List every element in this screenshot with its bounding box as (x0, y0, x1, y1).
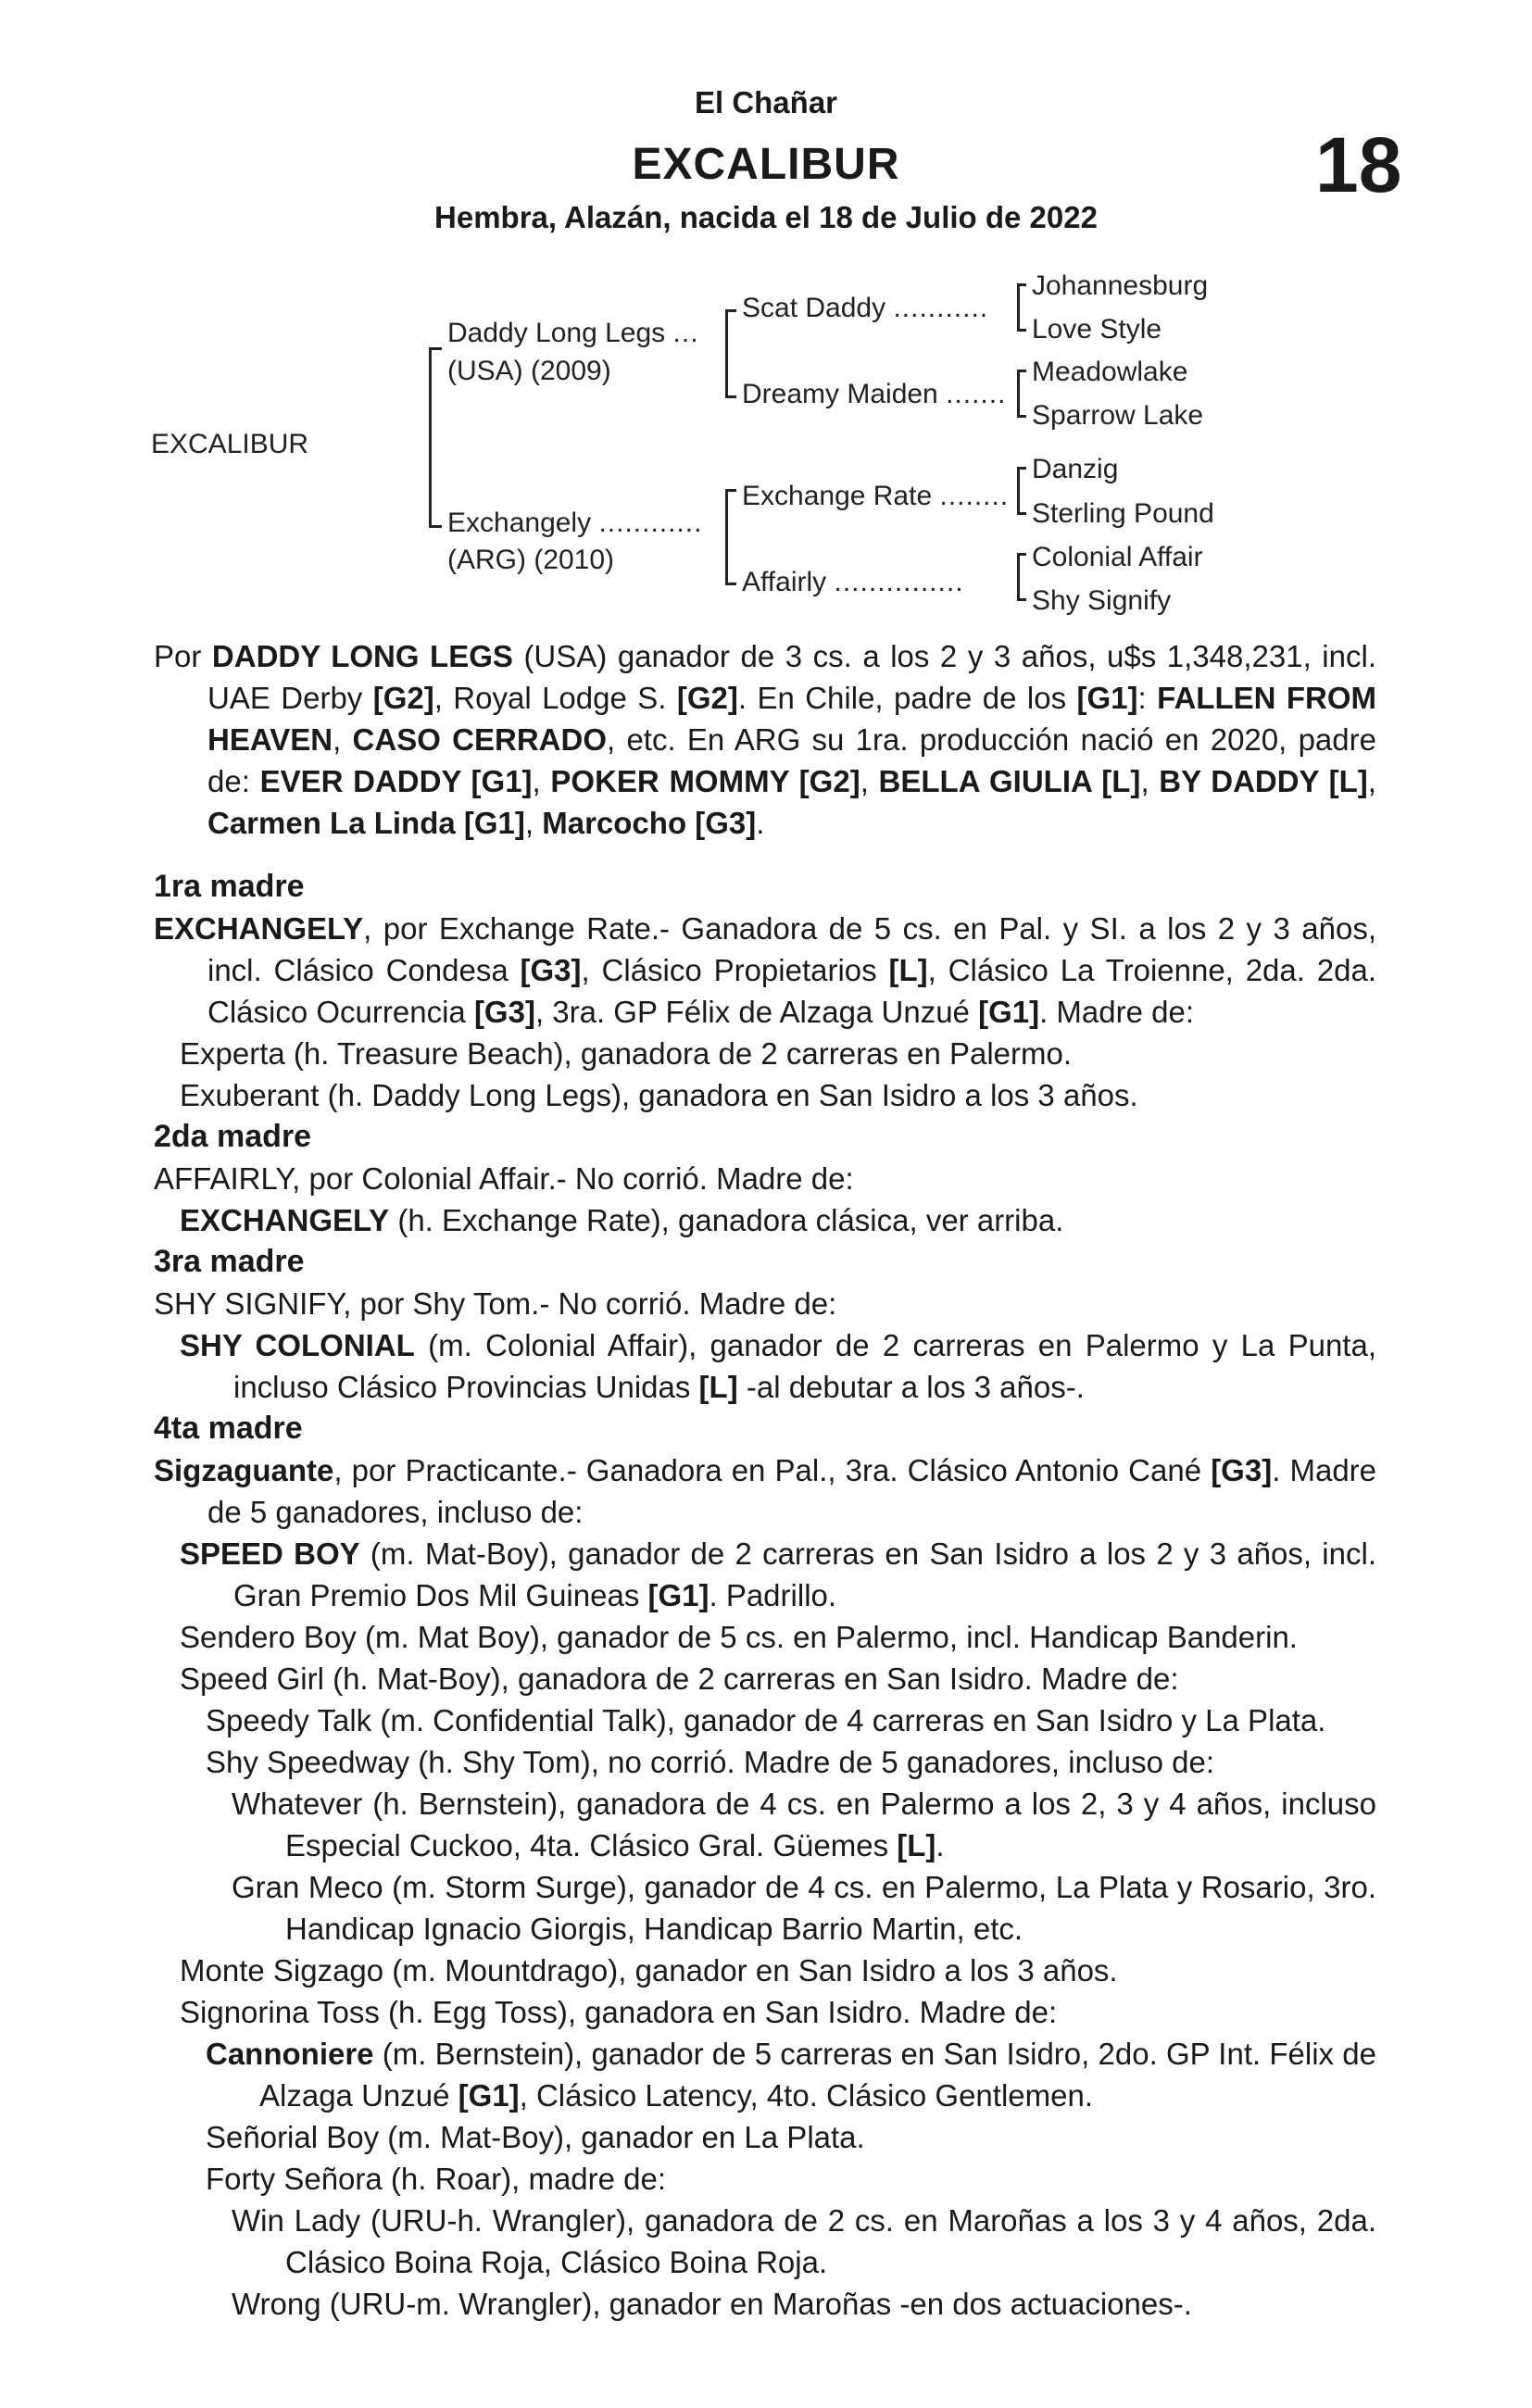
text-run: Whatever (h. Bernstein), ganadora de 4 cs. en Palermo a los 2, 3 y 4 años, incluso Especial Cuckoo, 4ta. Clásico Gral. Güemes (232, 1787, 1376, 1862)
text-run: , (532, 764, 551, 798)
text-run: Signorina Toss (h. Egg Toss), ganadora en San Isidro. Madre de: (180, 1995, 1058, 2029)
text-run: , Clásico Latency, 4to. Clásico Gentlemen. (519, 2078, 1093, 2113)
pedigree-sire-origin: (USA) (2009) (447, 356, 611, 386)
lot-number: 18 (1315, 121, 1402, 208)
pedigree-ggp-1: Johannesburg (1032, 270, 1209, 301)
bold-text: [G1] (458, 2078, 520, 2113)
bold-text: FALLEN FROM HEAVEN (207, 681, 1377, 757)
pedigree-sire-dam: Dreamy Maiden ....... (742, 379, 1007, 409)
bold-text: [L] (897, 1828, 936, 1862)
pedigree-dam: Exchangely ............ (447, 508, 703, 538)
text-run: , etc. En ARG su 1ra. producción nació en 2020, padre de: (207, 722, 1376, 798)
text-run: Gran Meco (m. Storm Surge), ganador de 4 cs. en Palermo, La Plata y Rosario, 3ro. Handicap Ignacio Giorgis, Handicap Barrio Martin, etc. (232, 1870, 1376, 1946)
pedigree-sire: Daddy Long Legs ... (447, 318, 699, 348)
bold-text: [G2] (676, 681, 738, 715)
bold-text: [G3] (520, 953, 582, 987)
text-run: : (1137, 681, 1158, 715)
dam-heading: 2da madre (154, 1119, 312, 1154)
text-run: -al debutar a los 3 años-. (737, 1370, 1085, 1404)
bold-text: [G2] (372, 681, 434, 715)
text-run: . (756, 806, 765, 840)
bold-text: EXCHANGELY (180, 1203, 390, 1237)
text-run: . Madre de: (1039, 995, 1195, 1029)
bold-text: BELLA GIULIA [L] (878, 764, 1141, 798)
text-run: (m. Colonial Affair), ganador de 2 carreras en Palermo y La Punta, incluso Clásico Provincias Unidas (233, 1328, 1377, 1404)
text-run: , 3ra. GP Félix de Alzaga Unzué (534, 995, 979, 1029)
family-entry (154, 1741, 1376, 1783)
family-entry (154, 1783, 1376, 1866)
family-entry (154, 1950, 1376, 1991)
family-entry (154, 1991, 1376, 2033)
horse-description: Hembra, Alazán, nacida el 18 de Julio de 2022 (434, 200, 1098, 234)
family-entry (154, 1199, 1376, 1241)
family-entry (154, 2116, 1376, 2158)
bold-text: EXCHANGELY (154, 911, 364, 946)
bold-text: EVER DADDY [G1] (259, 764, 533, 798)
dam-heading: 3ra madre (154, 1244, 305, 1279)
bold-text: CASO CERRADO (352, 722, 607, 757)
pedigree-ggp-4: Sparrow Lake (1032, 400, 1204, 431)
text-run: , por Practicante.- Ganadora en Pal., 3ra. Clásico Antonio Cané (333, 1453, 1212, 1487)
family-entry (154, 1283, 1376, 1324)
family-entry (154, 2283, 1376, 2325)
text-run: , Clásico La Troienne, 2da. 2da. Clásico Ocurrencia (207, 953, 1376, 1029)
bold-text: SPEED BOY (180, 1536, 360, 1571)
pedigree-ggp-5: Danzig (1032, 454, 1119, 484)
family-entry (154, 1033, 1376, 1074)
pedigree-ggp-2: Love Style (1032, 314, 1162, 345)
text-run: Sendero Boy (m. Mat Boy), ganador de 5 cs. en Palermo, incl. Handicap Banderin. (180, 1620, 1298, 1654)
text-run: Experta (h. Treasure Beach), ganadora de 2 carreras en Palermo. (180, 1036, 1073, 1071)
text-run: , (860, 764, 879, 798)
text-run: , (1140, 764, 1160, 798)
breeder-name: El Chañar (694, 85, 838, 119)
text-run: Forty Señora (h. Roar), madre de: (206, 2162, 667, 2196)
family-entry (154, 1449, 1376, 1533)
bold-text: BY DADDY [L] (1159, 764, 1368, 798)
text-run: (m. Bernstein), ganador de 5 carreras en San Isidro, 2do. GP Int. Félix de Alzaga Unzué (259, 2037, 1376, 2113)
text-run: . Padrillo. (709, 1578, 837, 1612)
text-run: Speedy Talk (m. Confidential Talk), ganador de 4 carreras en San Isidro y La Plata. (206, 1703, 1326, 1737)
pedigree-ggp-7: Colonial Affair (1032, 542, 1203, 572)
family-entry (154, 1866, 1376, 1950)
text-run: Monte Sigzago (m. Mountdrago), ganador en San Isidro a los 3 años. (180, 1953, 1118, 1988)
sire-paragraph (154, 635, 1376, 844)
pedigree-ggp-8: Shy Signify (1032, 585, 1172, 616)
family-entry (154, 908, 1376, 1033)
text-run: Shy Speedway (h. Shy Tom), no corrió. Madre de 5 ganadores, incluso de: (206, 1745, 1214, 1779)
text-run: Win Lady (URU-h. Wrangler), ganadora de 2 cs. en Maroñas a los 3 y 4 años, 2da. Clásico Boina Roja, Clásico Boina Roja. (232, 2203, 1376, 2279)
text-run: . (936, 1828, 945, 1862)
bold-text: [G3] (473, 995, 535, 1029)
text-run: Wrong (URU-m. Wrangler), ganador en Maroñas -en dos actuaciones-. (232, 2287, 1192, 2321)
text-run: , (333, 722, 353, 757)
family-entry (154, 2158, 1376, 2200)
text-run: AFFAIRLY, por Colonial Affair.- No corrió. Madre de: (154, 1161, 854, 1196)
pedigree-sire-sire: Scat Daddy ........... (742, 293, 989, 323)
family-entry (154, 2033, 1376, 2116)
text-run: (USA) ganador de 3 cs. a los 2 y 3 años, u$s 1,348,231, incl. UAE Derby (207, 639, 1376, 715)
pedigree-ggp-3: Meadowlake (1032, 357, 1188, 387)
pedigree-ggp-6: Sterling Pound (1032, 498, 1214, 529)
catalog-body (154, 635, 1376, 2325)
text-run: . En Chile, padre de los (737, 681, 1077, 715)
bold-text: Marcocho [G3] (542, 806, 757, 840)
text-run: , (524, 806, 543, 840)
pedigree-dam-sire: Exchange Rate ........ (742, 481, 1010, 511)
bold-text: [L] (698, 1370, 738, 1404)
text-run: , (1367, 764, 1376, 798)
maternal-family (154, 866, 1376, 2325)
bold-text: [G3] (1211, 1453, 1273, 1487)
family-entry (154, 2200, 1376, 2283)
bold-text: [L] (888, 953, 928, 987)
text-run: , Royal Lodge S. (433, 681, 677, 715)
bold-text: POKER MOMMY [G2] (550, 764, 860, 798)
horse-name-title: EXCALIBUR (632, 140, 900, 189)
family-entry (154, 1158, 1376, 1199)
family-entry (154, 1616, 1376, 1658)
text-run: Por (154, 639, 212, 673)
text-run: , Clásico Propietarios (581, 953, 889, 987)
dam-heading: 4ta madre (154, 1411, 303, 1446)
text-run: Speed Girl (h. Mat-Boy), ganadora de 2 carreras en San Isidro. Madre de: (180, 1662, 1179, 1696)
pedigree-subject: EXCALIBUR (151, 429, 309, 459)
family-entry (154, 1324, 1376, 1408)
bold-text: SHY COLONIAL (180, 1328, 415, 1362)
text-run: Exuberant (h. Daddy Long Legs), ganadora en San Isidro a los 3 años. (180, 1078, 1138, 1112)
bold-text: [G1] (647, 1578, 709, 1612)
bold-text: [G1] (978, 995, 1040, 1029)
text-run: , por Exchange Rate.- Ganadora de 5 cs. en Pal. y SI. a los 2 y 3 años, incl. Clásico Condesa (207, 911, 1376, 987)
text-run: Señorial Boy (m. Mat-Boy), ganador en La Plata. (206, 2120, 865, 2154)
family-entry (154, 1533, 1376, 1616)
dam-heading: 1ra madre (154, 869, 305, 904)
family-entry (154, 1699, 1376, 1741)
text-run: (h. Exchange Rate), ganadora clásica, ver arriba. (389, 1203, 1064, 1237)
family-entry (154, 1658, 1376, 1699)
bold-text: [G1] (1076, 681, 1138, 715)
bold-text: Sigzaguante (154, 1453, 334, 1487)
pedigree-dam-dam: Affairly ............... (742, 567, 964, 597)
pedigree-dam-origin: (ARG) (2010) (447, 545, 615, 575)
bold-text: Cannoniere (206, 2037, 374, 2071)
text-run: . Madre de 5 ganadores, incluso de: (207, 1453, 1377, 1529)
text-run: SHY SIGNIFY, por Shy Tom.- No corrió. Madre de: (154, 1286, 837, 1321)
text-run: (m. Mat-Boy), ganador de 2 carreras en San Isidro a los 2 y 3 años, incl. Gran Premio Dos Mil Guineas (233, 1536, 1376, 1612)
family-entry (154, 1074, 1376, 1116)
bold-text: DADDY LONG LEGS (211, 639, 513, 673)
bold-text: Carmen La Linda [G1] (207, 806, 525, 840)
